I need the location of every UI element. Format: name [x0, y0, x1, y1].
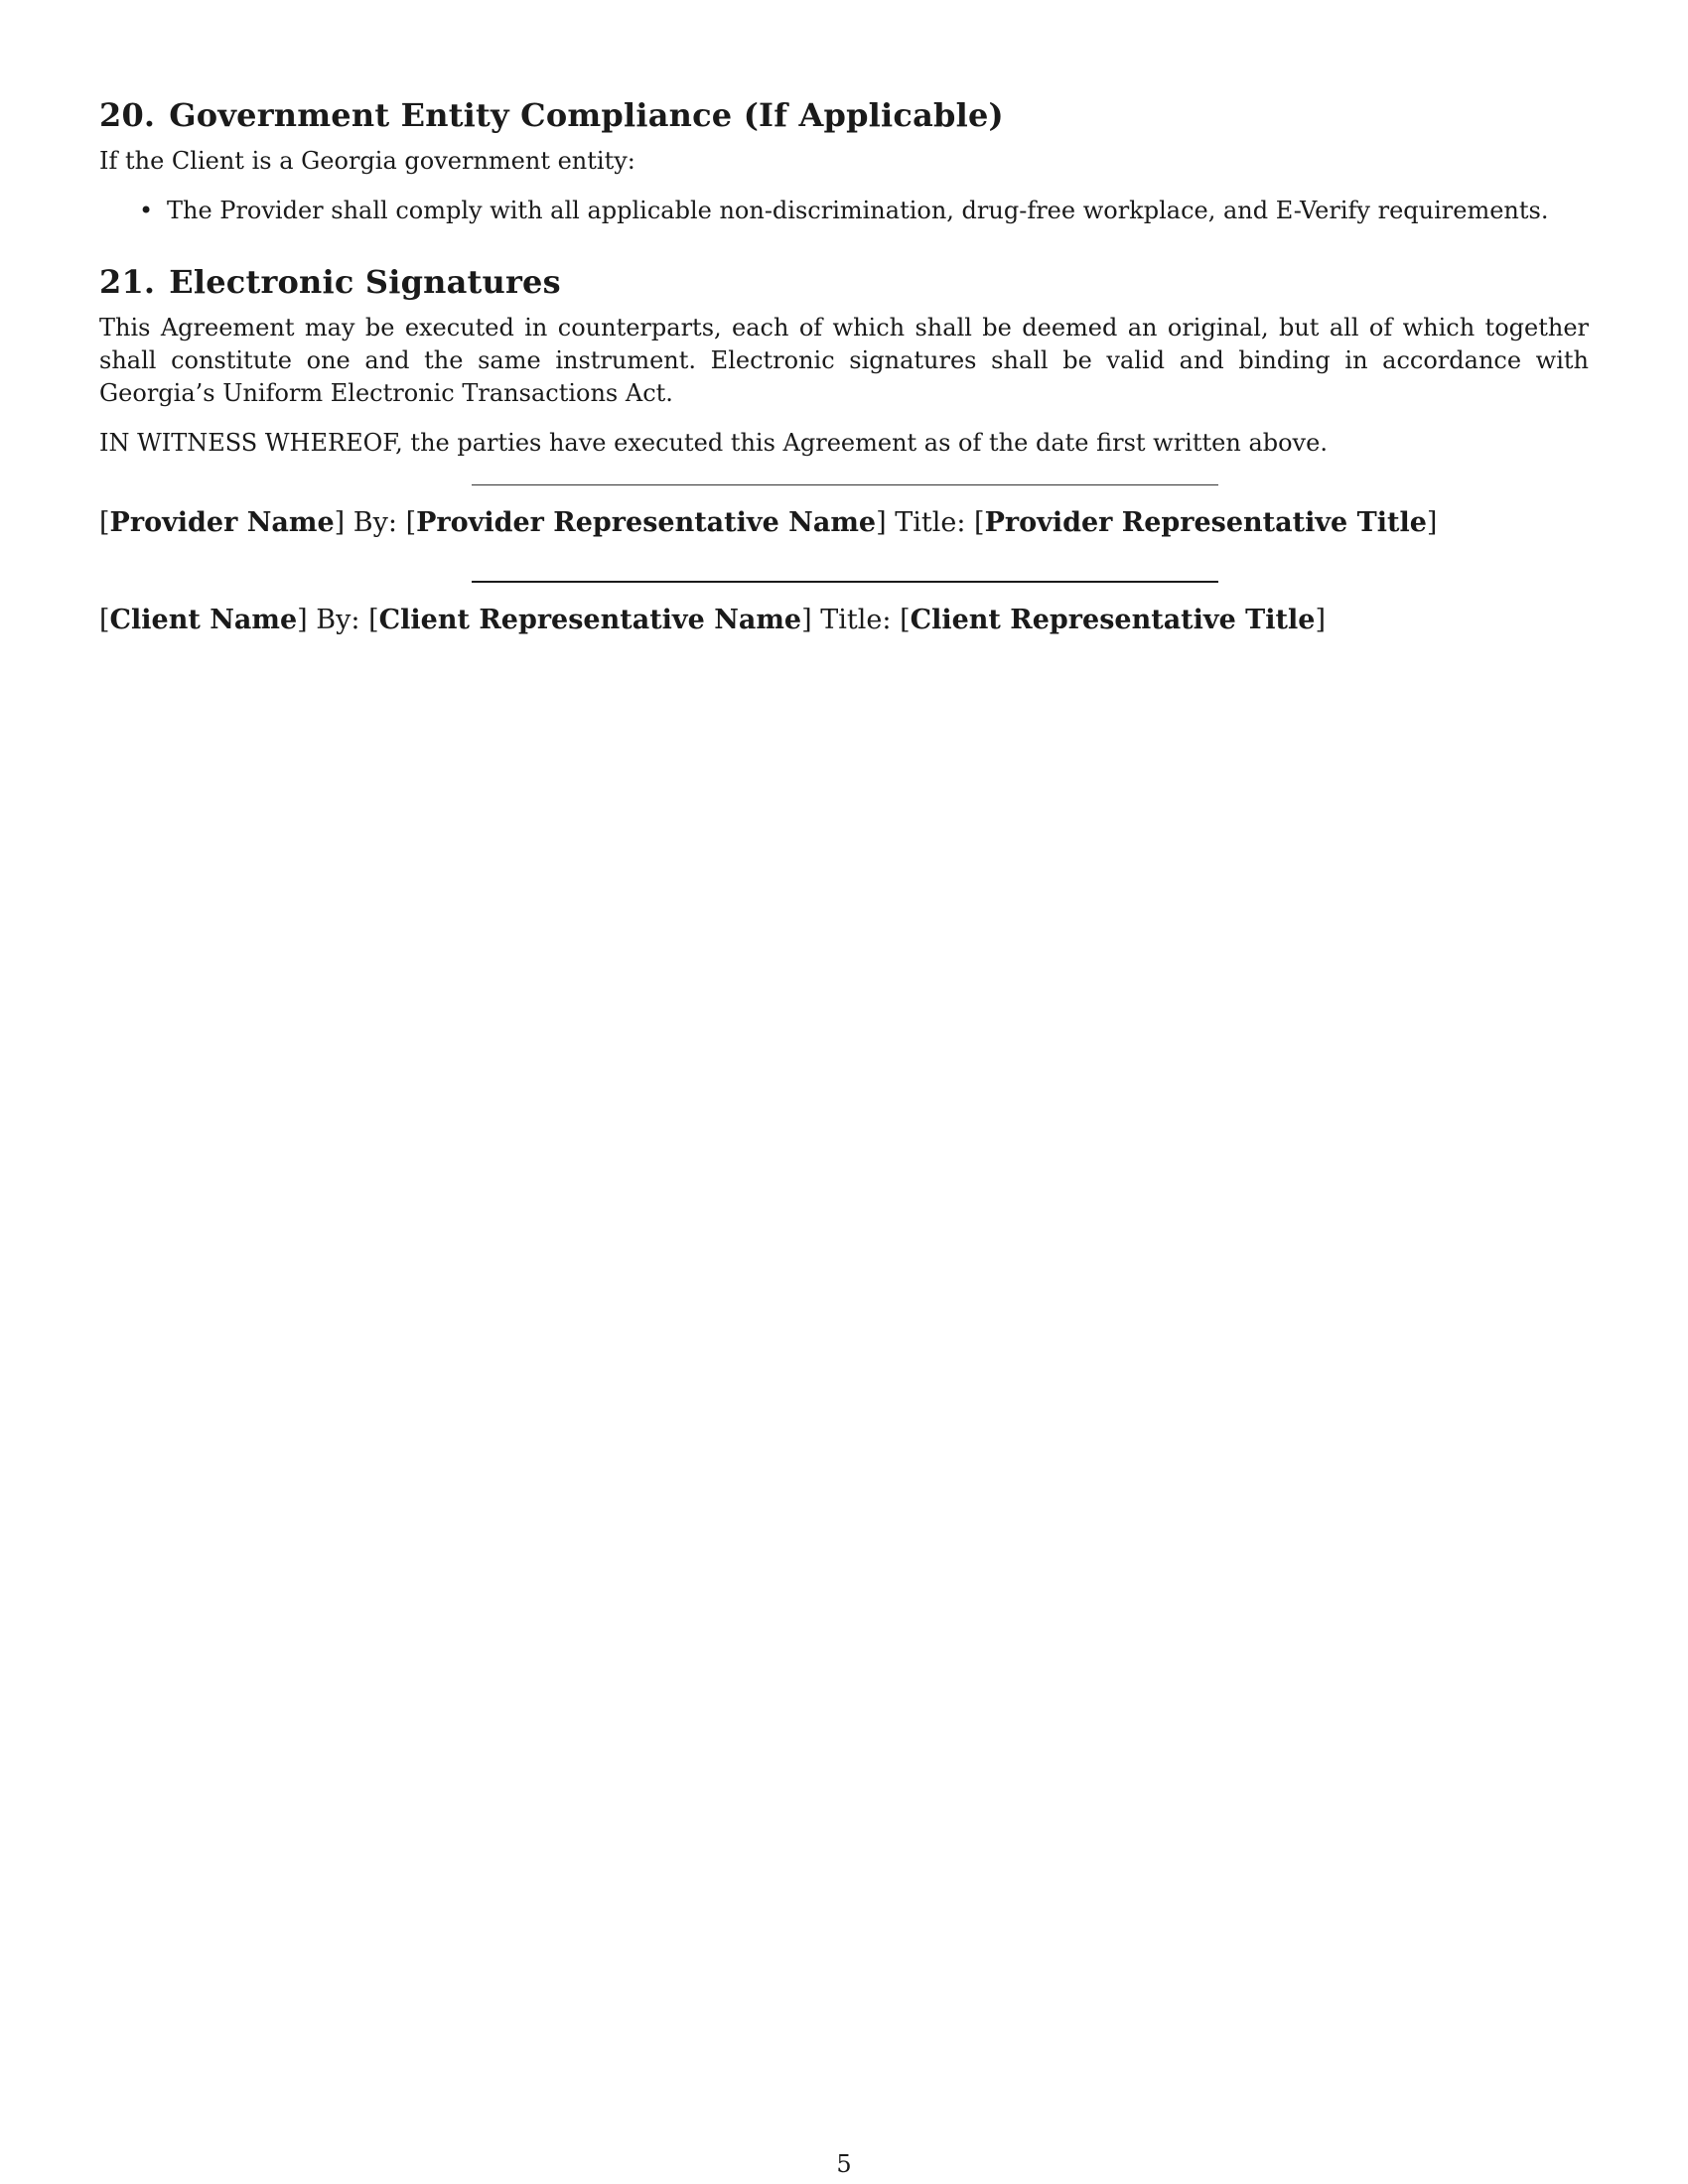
bullet-icon: • [139, 197, 154, 224]
bracket: [ [900, 605, 911, 635]
client-representative-title: Client Representative Title [910, 605, 1316, 635]
bracket: ] [1426, 507, 1438, 538]
bracket: ] [297, 605, 308, 635]
provider-signature-block [99, 505, 1589, 541]
bracket: ] [876, 507, 887, 538]
provider-name: Provider Name [109, 507, 335, 538]
list-item-text: The Provider shall comply with all applicable non-discrimination, drug-free workplace, and E-Verify requirements. [167, 197, 1549, 224]
bracket: [ [99, 507, 110, 538]
client-name: Client Name [109, 605, 298, 635]
bracket: [ [368, 605, 379, 635]
section-20-number: 20. [99, 96, 156, 134]
bracket: [ [974, 507, 985, 538]
section-20-heading [99, 91, 1589, 139]
provider-representative-name: Provider Representative Name [416, 507, 877, 538]
provider-representative-title: Provider Representative Title [984, 507, 1427, 538]
bracket: ] [1315, 605, 1326, 635]
section-21-heading [99, 258, 1589, 306]
section-21-number: 21. [99, 263, 156, 301]
section-20-intro: If the Client is a Georgia government entity: [99, 147, 635, 175]
bracket: ] [334, 507, 346, 538]
bracket: ] [801, 605, 812, 635]
title-label: Title: [895, 507, 966, 538]
provider-signature-line [472, 484, 1218, 485]
bracket: [ [99, 605, 110, 635]
section-21-title: Electronic Signatures [169, 263, 561, 301]
title-label: Title: [820, 605, 892, 635]
client-signature-line [472, 581, 1218, 583]
section-21-body: This Agreement may be executed in counterparts, each of which shall be deemed an original, but all of which together shall constitute one and the same instrument. Electronic signatures shall be valid and binding in accordance with Georgia’s Uniform Electronic Transactions Act. [99, 314, 1589, 407]
client-signature-block [99, 603, 1589, 638]
by-label: By: [352, 507, 397, 538]
witness-statement: IN WITNESS WHEREOF, the parties have executed this Agreement as of the date first written above. [99, 429, 1328, 457]
document-page [99, 91, 1589, 638]
page-number: 5 [836, 2150, 852, 2178]
client-representative-name: Client Representative Name [378, 605, 802, 635]
bracket: [ [405, 507, 417, 538]
section-20-bullet-list [99, 195, 1589, 227]
by-label: By: [316, 605, 360, 635]
section-20-title: Government Entity Compliance (If Applicable) [169, 96, 1004, 134]
list-item [99, 195, 1589, 227]
